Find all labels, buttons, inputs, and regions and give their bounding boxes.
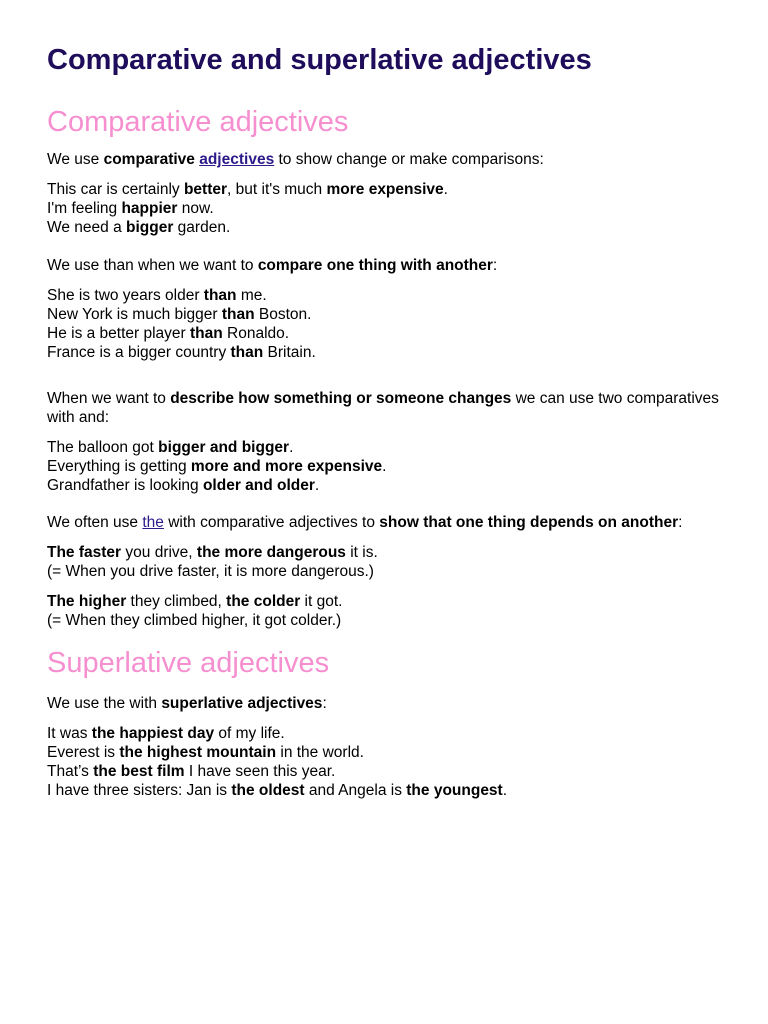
example-line: The higher they climbed, the colder it got.	[47, 593, 343, 610]
example-line: That’s the best film I have seen this year.	[47, 763, 336, 780]
adjectives-link[interactable]: adjectives	[199, 151, 275, 168]
the-link[interactable]: the	[142, 514, 164, 531]
example-explanation: (= When you drive faster, it is more dangerous.)	[47, 563, 374, 580]
superlative-examples	[47, 724, 721, 800]
example-line: Everything is getting more and more expensive.	[47, 458, 387, 475]
example-line: I'm feeling happier now.	[47, 200, 214, 217]
the-example-1	[47, 543, 721, 581]
comparative-examples	[47, 180, 721, 237]
example-line: We need a bigger garden.	[47, 219, 231, 236]
page-title: Comparative and superlative adjectives	[47, 44, 592, 76]
example-line: Grandfather is looking older and older.	[47, 477, 320, 494]
example-line: This car is certainly better, but it's much more expensive.	[47, 181, 448, 198]
example-line: I have three sisters: Jan is the oldest and Angela is the youngest.	[47, 782, 508, 799]
changes-examples	[47, 438, 721, 495]
example-line: She is two years older than me.	[47, 287, 267, 304]
example-explanation: (= When they climbed higher, it got colder.)	[47, 612, 342, 629]
superlative-intro: We use the with superlative adjectives:	[47, 695, 327, 712]
the-intro: We often use the with comparative adjectives to show that one thing depends on another:	[47, 514, 683, 531]
the-example-2	[47, 592, 721, 630]
example-line: He is a better player than Ronaldo.	[47, 325, 290, 342]
comparative-heading: Comparative adjectives	[47, 106, 349, 138]
example-line: It was the happiest day of my life.	[47, 725, 285, 742]
example-line: New York is much bigger than Boston.	[47, 306, 312, 323]
changes-intro: When we want to describe how something or someone changes we can use two comparatives with and:	[47, 390, 719, 426]
than-intro: We use than when we want to compare one thing with another:	[47, 257, 498, 274]
example-line: France is a bigger country than Britain.	[47, 344, 316, 361]
example-line: The faster you drive, the more dangerous it is.	[47, 544, 378, 561]
example-line: The balloon got bigger and bigger.	[47, 439, 294, 456]
example-line: Everest is the highest mountain in the world.	[47, 744, 364, 761]
comparative-intro: We use comparative adjectives to show change or make comparisons:	[47, 151, 544, 168]
than-examples	[47, 286, 721, 362]
superlative-heading: Superlative adjectives	[47, 647, 330, 679]
